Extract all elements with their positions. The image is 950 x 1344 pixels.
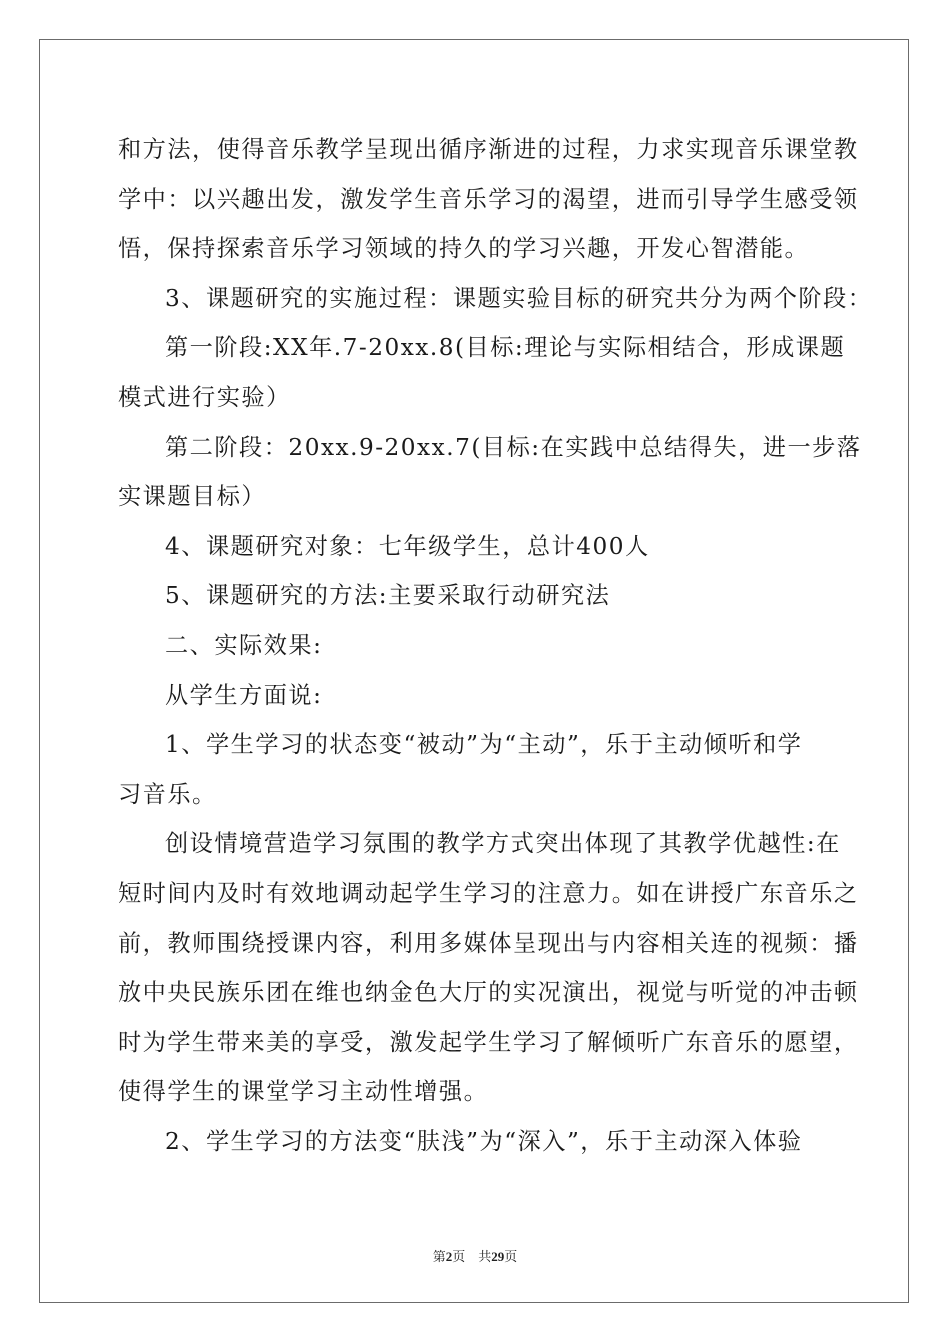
text-line: 第二阶段：20xx.9-20xx.7(目标:在实践中总结得失，进一步落 xyxy=(165,433,862,461)
text-line: 创设情境营造学习氛围的教学方式突出体现了其教学优越性:在 xyxy=(165,830,841,858)
text-line: 前，教师围绕授课内容，利用多媒体呈现出与内容相关连的视频：播 xyxy=(118,929,859,957)
footer-prefix: 第 xyxy=(432,1249,446,1264)
text-line: 习音乐。 xyxy=(118,780,217,808)
text-line: 和方法，使得音乐教学呈现出循序渐进的过程，力求实现音乐课堂教 xyxy=(118,136,859,163)
document-body xyxy=(118,125,873,1166)
footer-mid: 页 共 xyxy=(452,1249,492,1264)
text-line: 从学生方面说: xyxy=(165,681,323,709)
text-line: 放中央民族乐团在维也纳金色大厅的实况演出，视觉与听觉的冲击顿 xyxy=(118,979,859,1007)
text-line: 3、课题研究的实施过程：课题实验目标的研究共分为两个阶段： xyxy=(165,284,873,312)
footer-suffix: 页 xyxy=(504,1249,518,1264)
text-line: 学中：以兴趣出发，激发学生音乐学习的渴望，进而引导学生感受领 xyxy=(118,185,859,213)
text-line: 实课题目标） xyxy=(118,483,267,511)
total-page-count: 29 xyxy=(491,1249,505,1264)
text-line: 4、课题研究对象：七年级学生，总计400人 xyxy=(165,532,650,560)
text-line: 短时间内及时有效地调动起学生学习的注意力。如在讲授广东音乐之 xyxy=(118,879,859,907)
page-footer xyxy=(0,1246,950,1265)
text-line: 时为学生带来美的享受，激发起学生学习了解倾听广东音乐的愿望， xyxy=(118,1028,859,1056)
text-line: 悟，保持探索音乐学习领域的持久的学习兴趣，开发心智潜能。 xyxy=(118,235,810,263)
text-line: 1、学生学习的状态变“被动”为“主动”，乐于主动倾听和学 xyxy=(165,731,803,759)
text-line: 5、课题研究的方法:主要采取行动研究法 xyxy=(165,582,611,610)
text-line: 使得学生的课堂学习主动性增强。 xyxy=(118,1078,489,1106)
text-line: 二、实际效果: xyxy=(165,631,323,659)
text-line: 第一阶段:XX年.7-20xx.8(目标:理论与实际相结合，形成课题 xyxy=(165,334,846,362)
current-page-number: 2 xyxy=(445,1249,453,1264)
text-line: 模式进行实验） xyxy=(118,383,291,411)
text-line: 2、学生学习的方法变“肤浅”为“深入”，乐于主动深入体验 xyxy=(165,1127,803,1155)
